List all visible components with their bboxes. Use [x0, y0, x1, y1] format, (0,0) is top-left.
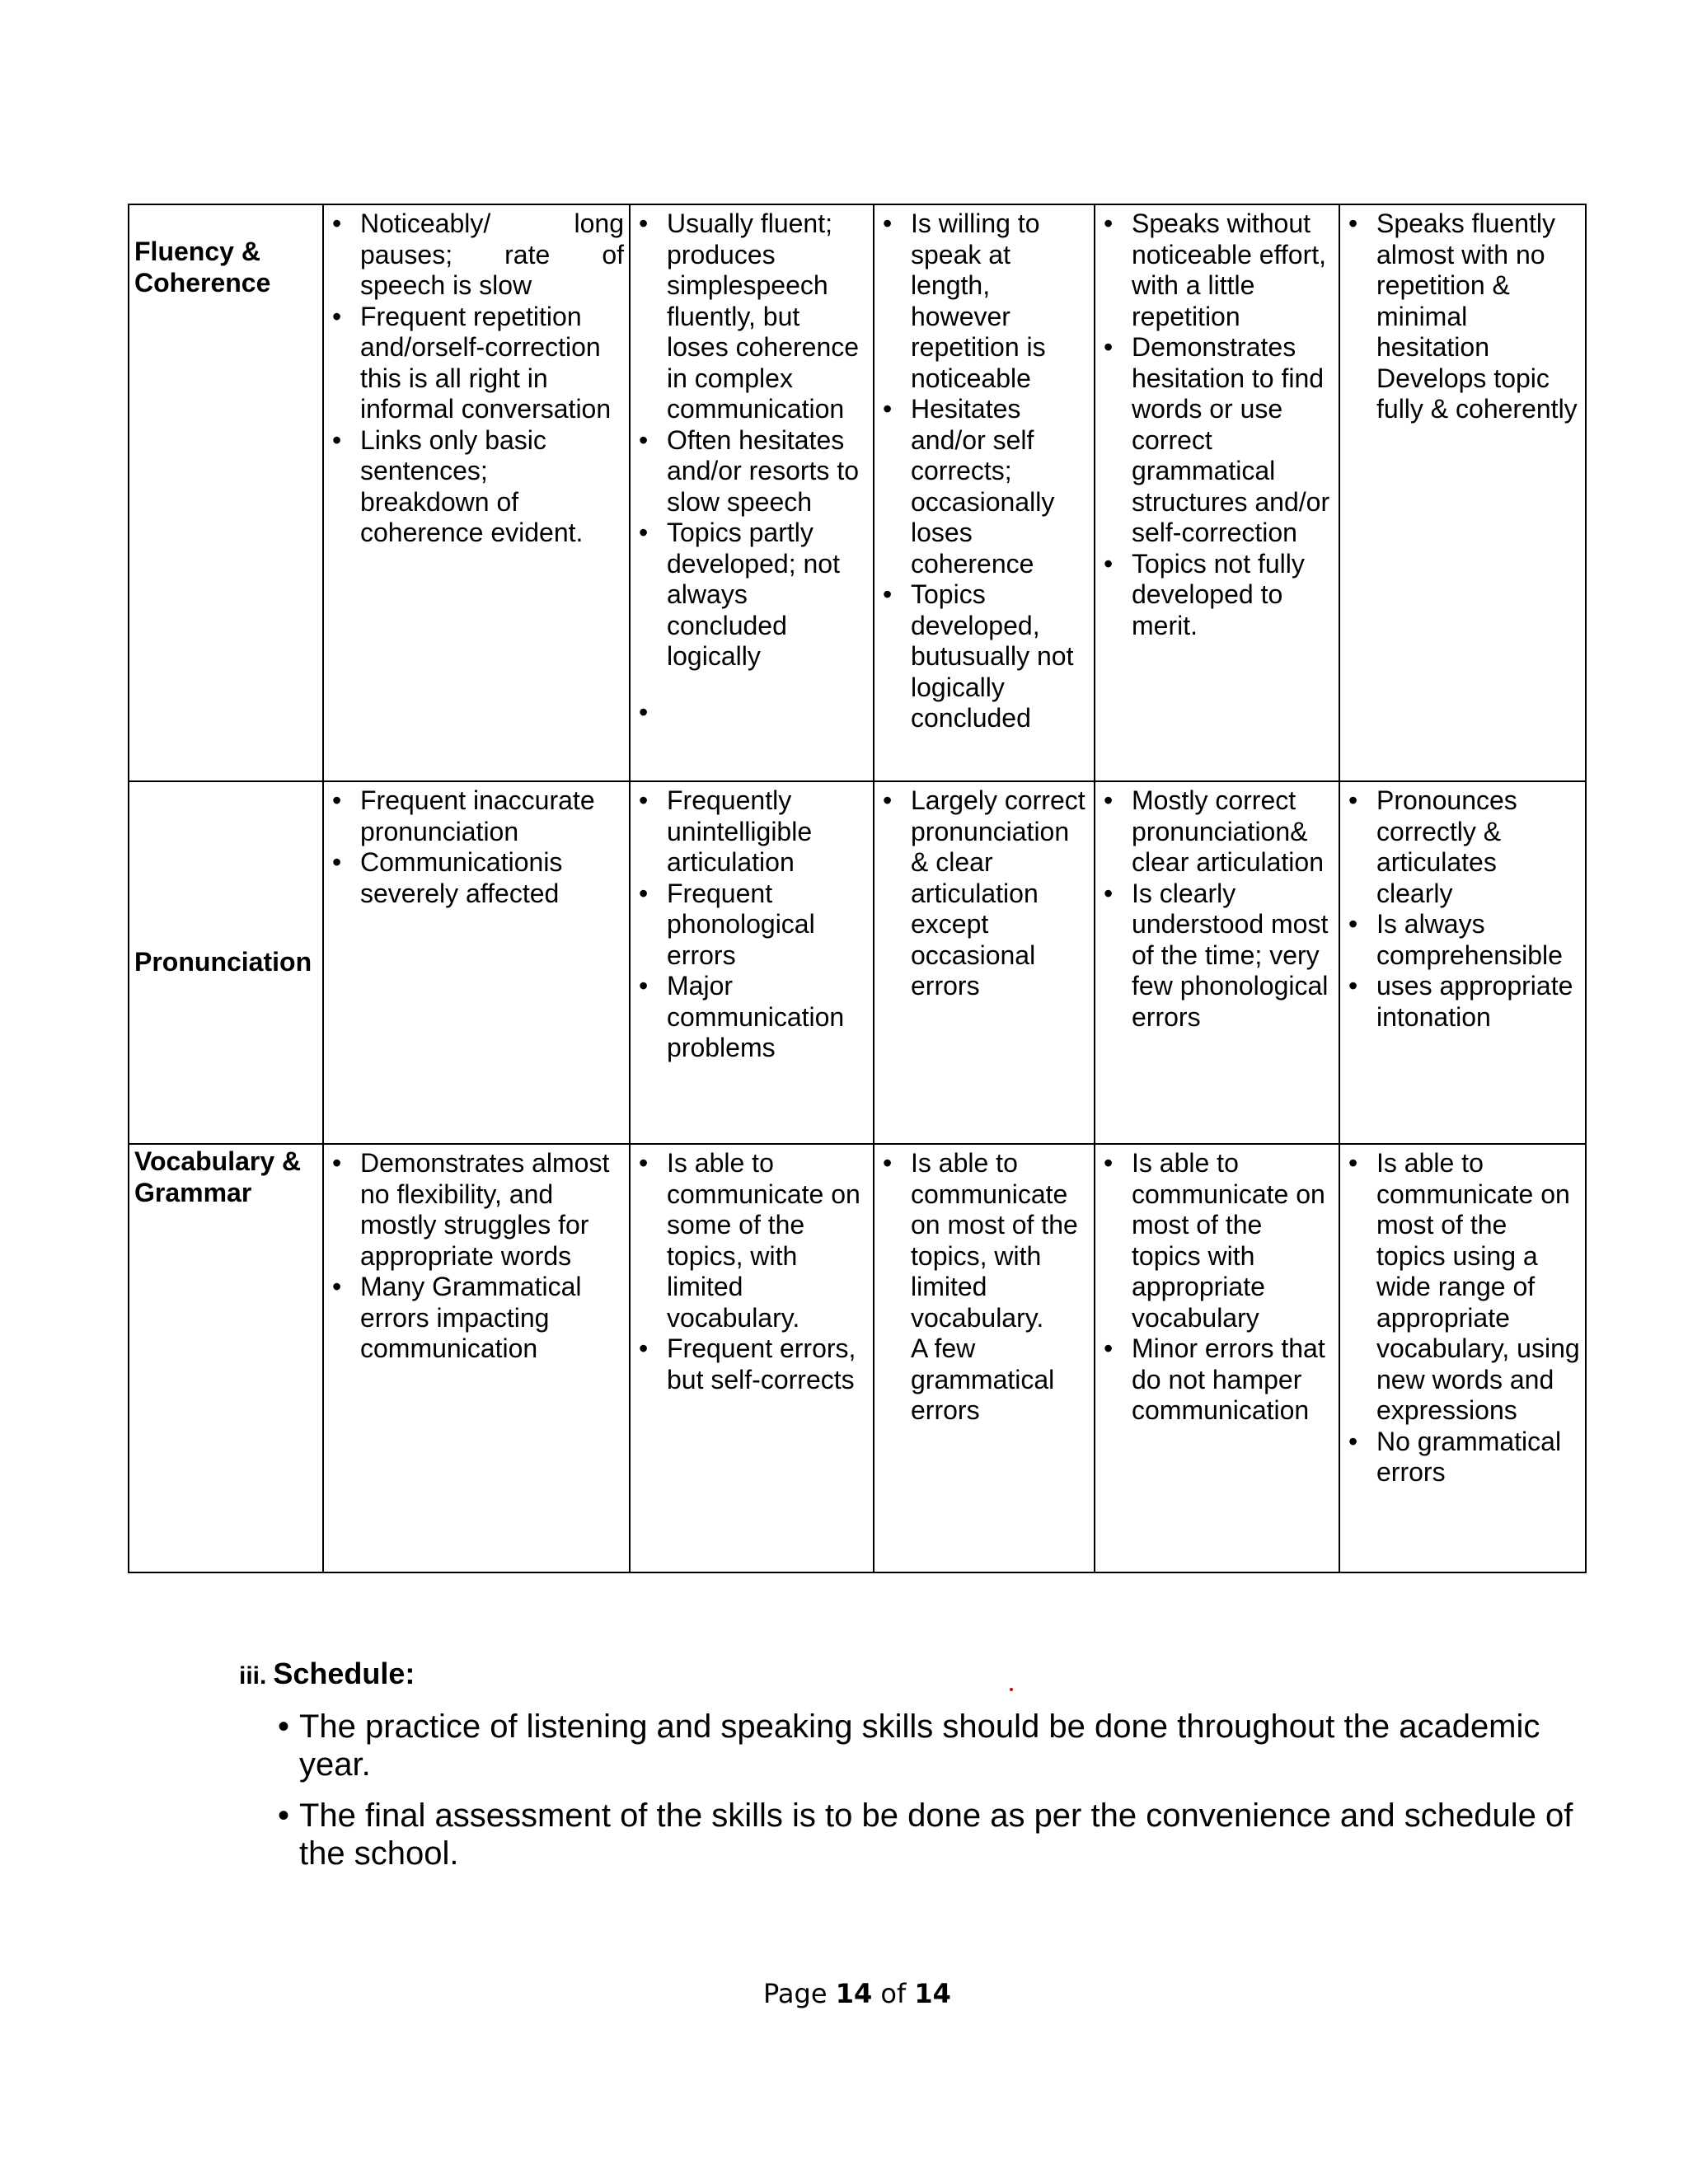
rubric-point: • Frequent errors, but self-corrects [667, 1333, 868, 1395]
rubric-row-vocabulary [129, 1144, 1586, 1572]
section-title: Schedule: [273, 1657, 415, 1690]
rubric-point: • Largely correct pronunciation & clear articulation except occasional errors [911, 785, 1089, 1002]
rubric-point: • Frequently unintelligible articulation [667, 785, 868, 879]
schedule-list [279, 1708, 1585, 1886]
rubric-point: • Is able to communicate on most of the topics using a wide range of appropriate vocabulary, using new words and expressions [1376, 1148, 1580, 1427]
rubric-point: A few grammatical errors [911, 1333, 1055, 1425]
rubric-point: • Is able to communicate on some of the topics, with limited vocabulary. [667, 1148, 868, 1333]
rubric-cell [874, 1144, 1095, 1572]
rubric-point: • Demonstrates hesitation to find words or use correct grammatical structures and/or self-correction [1132, 332, 1334, 549]
rubric-row-fluency [129, 204, 1586, 781]
rubric-point: • Frequent repetition and/orself-correction this is all right in informal conversation [360, 302, 624, 425]
rubric-point: • Many Grammatical errors impacting communication [360, 1272, 624, 1365]
rubric-point: • Speaks fluently almost with no repetition & minimal hesitation Develops topic fully & coherently [1376, 209, 1580, 425]
rubric-cell [874, 204, 1095, 781]
rubric-cell [1095, 204, 1339, 781]
rubric-row-pronunciation [129, 781, 1586, 1144]
rubric-cell [630, 204, 874, 781]
rubric-point: • Mostly correct pronunciation& clear articulation [1132, 785, 1334, 879]
footer-of-word: of [880, 1978, 907, 2009]
rubric-point: • Frequent phonological errors [667, 879, 868, 972]
rubric-point: • Hesitates and/or self corrects; occasionally loses coherence [911, 394, 1089, 579]
criterion-vocabulary-grammar: Vocabulary & Grammar [129, 1144, 323, 1572]
rubric-cell [1095, 781, 1339, 1144]
rubric-point: • Communicationis severely affected [360, 847, 624, 909]
rubric-point: • uses appropriate intonation [1376, 971, 1580, 1033]
rubric-point: • Is willing to speak at length, however repetition is noticeable [911, 209, 1089, 394]
section-number: iii. [239, 1662, 267, 1690]
rubric-point: • Usually fluent; produces simplespeech fluently, but loses coherence in complex communication [667, 209, 868, 425]
rubric-cell [1095, 1144, 1339, 1572]
rubric-point: • No grammatical errors [1376, 1427, 1580, 1488]
rubric-point: • Demonstrates almost no flexibility, and mostly struggles for appropriate words [360, 1148, 624, 1272]
rubric-point: • Is always comprehensible [1376, 909, 1580, 971]
rubric-point: • Speaks without noticeable effort, with a little repetition [1132, 209, 1334, 332]
rubric-point: • Noticeably/ long pauses; rate of speech is slow [360, 209, 624, 302]
rubric-point: • Often hesitates and/or resorts to slow speech [667, 425, 868, 518]
rubric-cell [1339, 1144, 1586, 1572]
rubric-point: • Is clearly understood most of the time; very few phonological errors [1132, 879, 1334, 1033]
rubric-point: • Is able to communicate on most of the topics with appropriate vocabulary [1132, 1148, 1334, 1333]
footer-current-page: 14 [835, 1978, 873, 2009]
rubric-cell [630, 781, 874, 1144]
schedule-heading [239, 1657, 415, 1691]
rubric-point: • Topics partly developed; not always concluded logically [667, 518, 868, 673]
footer-total-pages: 14 [914, 1978, 951, 2009]
rubric-point: • Minor errors that do not hamper communication [1132, 1333, 1334, 1427]
schedule-item: • The final assessment of the skills is to be done as per the convenience and schedule of the school. [299, 1797, 1585, 1872]
rubric-cell [874, 781, 1095, 1144]
criterion-pronunciation: Pronunciation [129, 781, 323, 1144]
rubric-cell [323, 204, 630, 781]
rubric-point: • Pronounces correctly & articulates clearly [1376, 785, 1580, 909]
rubric-cell [323, 1144, 630, 1572]
rubric-cell [1339, 204, 1586, 781]
rubric-cell [323, 781, 630, 1144]
rubric-cell [630, 1144, 874, 1572]
rubric-point: • Frequent inaccurate pronunciation [360, 785, 624, 847]
rubric-point: • Topics not fully developed to merit. [1132, 549, 1334, 642]
assessment-rubric-table [128, 204, 1587, 1573]
red-dot-mark [1010, 1688, 1013, 1691]
rubric-point: • Topics developed, butusually not logically concluded [911, 579, 1089, 734]
page-footer [0, 1978, 1688, 2009]
schedule-item: • The practice of listening and speaking skills should be done throughout the academic year. [299, 1708, 1585, 1783]
criterion-fluency: Fluency & Coherence [129, 204, 323, 781]
rubric-cell [1339, 781, 1586, 1144]
empty-bullet [667, 697, 868, 730]
rubric-point: • Is able to communicate on most of the topics, with limited vocabulary. [911, 1148, 1089, 1333]
footer-page-word: Page [763, 1978, 828, 2009]
rubric-point: • Major communication problems [667, 971, 868, 1064]
rubric-point: • Links only basic sentences; breakdown of coherence evident. [360, 425, 624, 549]
